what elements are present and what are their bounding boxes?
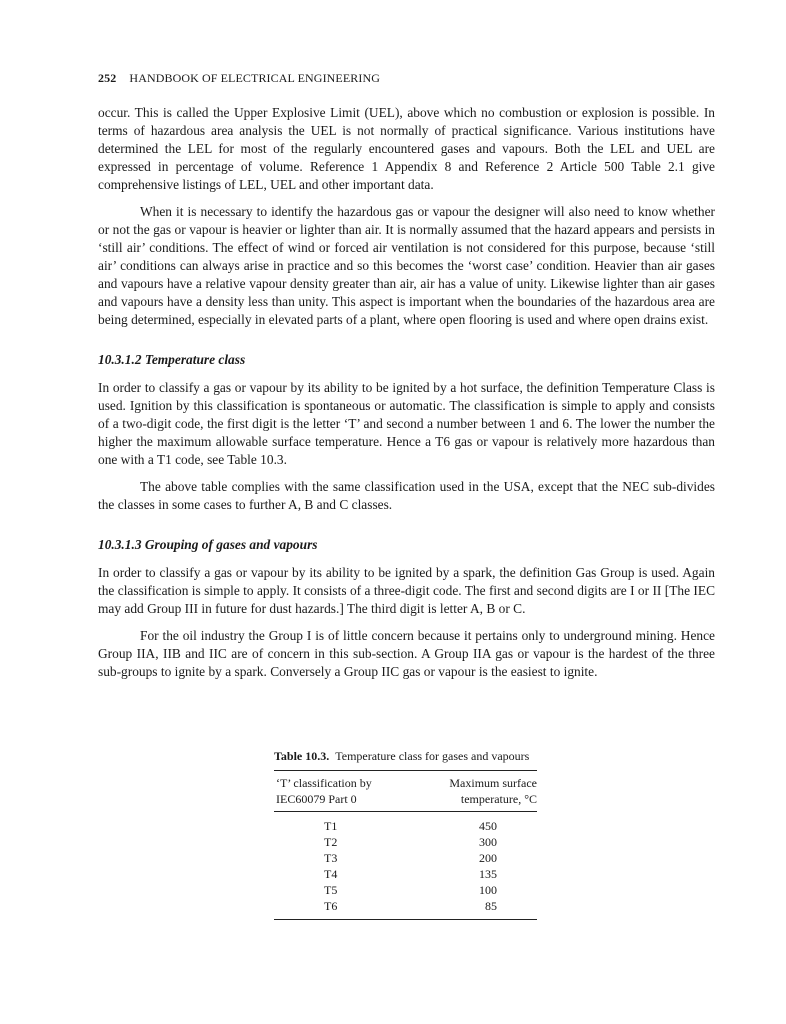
paragraph-nec: The above table complies with the same classification used in the USA, except that the NEC sub-divides the classes in some cases to further A, B and C classes. [98, 479, 715, 512]
section-heading-temperature-class: 10.3.1.2 Temperature class [98, 352, 246, 367]
table-row [274, 882, 537, 898]
body-text [98, 104, 715, 681]
temperature-class-table [274, 770, 537, 920]
class-cell: T3 [324, 851, 338, 865]
temperature-cell: 135 [479, 867, 497, 881]
temperature-cell: 300 [479, 835, 497, 849]
table-header-row [274, 771, 537, 812]
table-row [274, 850, 537, 866]
table-caption [274, 748, 537, 764]
page-number: 252 [98, 71, 117, 85]
class-cell: T2 [324, 835, 338, 849]
running-title: HANDBOOK OF ELECTRICAL ENGINEERING [129, 71, 381, 85]
paragraph-gas-group: In order to classify a gas or vapour by its ability to be ignited by a spark, the definition Gas Group is used. Again the classification is simple to apply. It consists of a three-digit code. The first and second digits are I or II [The IEC may add Group III in future for dust hazards.] The third digit is letter A, B or C. [98, 565, 715, 616]
section-heading-gas-grouping: 10.3.1.3 Grouping of gases and vapours [98, 537, 318, 552]
paragraph-temperature-class: In order to classify a gas or vapour by its ability to be ignited by a hot surface, the definition Temperature Class is used. Ignition by this classification is spontaneous or automatic. The classification is simple to apply and consists of a two-digit code, the first digit is the letter ‘T’ and second a number between 1 and 6. The lower the number the higher the maximum allowable surface temperature. Hence a T6 gas or vapour is relatively more hazardous than one with a T1 code, see Table 10.3. [98, 380, 715, 467]
table-row [274, 866, 537, 882]
paragraph-vapour-density: When it is necessary to identify the hazardous gas or vapour the designer will also need to know whether or not the gas or vapour is heavier or lighter than air. It is normally assumed that the hazard appears and persists in ‘still air’ conditions. The effect of wind or forced air ventilation is not considered for this purpose, because ‘still air’ conditions can always arise in practice and so this becomes the ‘worst case’ condition. Heavier than air gases and vapours have a relative vapour density greater than air, air has a value of unity. Likewise lighter than air gases and vapours have a density less than unity. This aspect is important when the boundaries of the hazardous area are being determined, especially in elevated parts of a plant, where open flooring is used and where open drains exist. [98, 204, 715, 327]
table-10-3 [274, 748, 537, 920]
temperature-cell: 450 [479, 819, 497, 833]
temperature-cell: 85 [485, 899, 497, 913]
table-row [274, 834, 537, 850]
column-header-temperature: Maximum surface temperature, °C [449, 776, 537, 806]
table-row [274, 898, 537, 920]
paragraph-oil-industry: For the oil industry the Group I is of little concern because it pertains only to underground mining. Hence Group IIA, IIB and IIC are of concern in this sub-section. A Group IIA gas or vapour is the hardest of the three sub-groups to ignite by a spark. Conversely a Group IIC gas or vapour is the easiest to ignite. [98, 628, 715, 679]
table-caption-text: Temperature class for gases and vapours [335, 749, 530, 763]
running-header [98, 71, 380, 86]
table-caption-label: Table 10.3. [274, 749, 330, 763]
table-row [274, 812, 537, 835]
class-cell: T1 [324, 819, 338, 833]
class-cell: T5 [324, 883, 338, 897]
class-cell: T4 [324, 867, 338, 881]
temperature-cell: 100 [479, 883, 497, 897]
temperature-cell: 200 [479, 851, 497, 865]
paragraph-uel: occur. This is called the Upper Explosive Limit (UEL), above which no combustion or explosion is possible. In terms of hazardous area analysis the UEL is not normally of practical significance. Various institutions have determined the LEL for most of the regularly encountered gases and vapours. Both the LEL and UEL are expressed in percentage of volume. Reference 1 Appendix 8 and Reference 2 Article 500 Table 2.1 give comprehensive listings of LEL, UEL and other important data. [98, 105, 715, 192]
column-header-classification: ‘T’ classification by IEC60079 Part 0 [276, 776, 372, 806]
class-cell: T6 [324, 899, 338, 913]
